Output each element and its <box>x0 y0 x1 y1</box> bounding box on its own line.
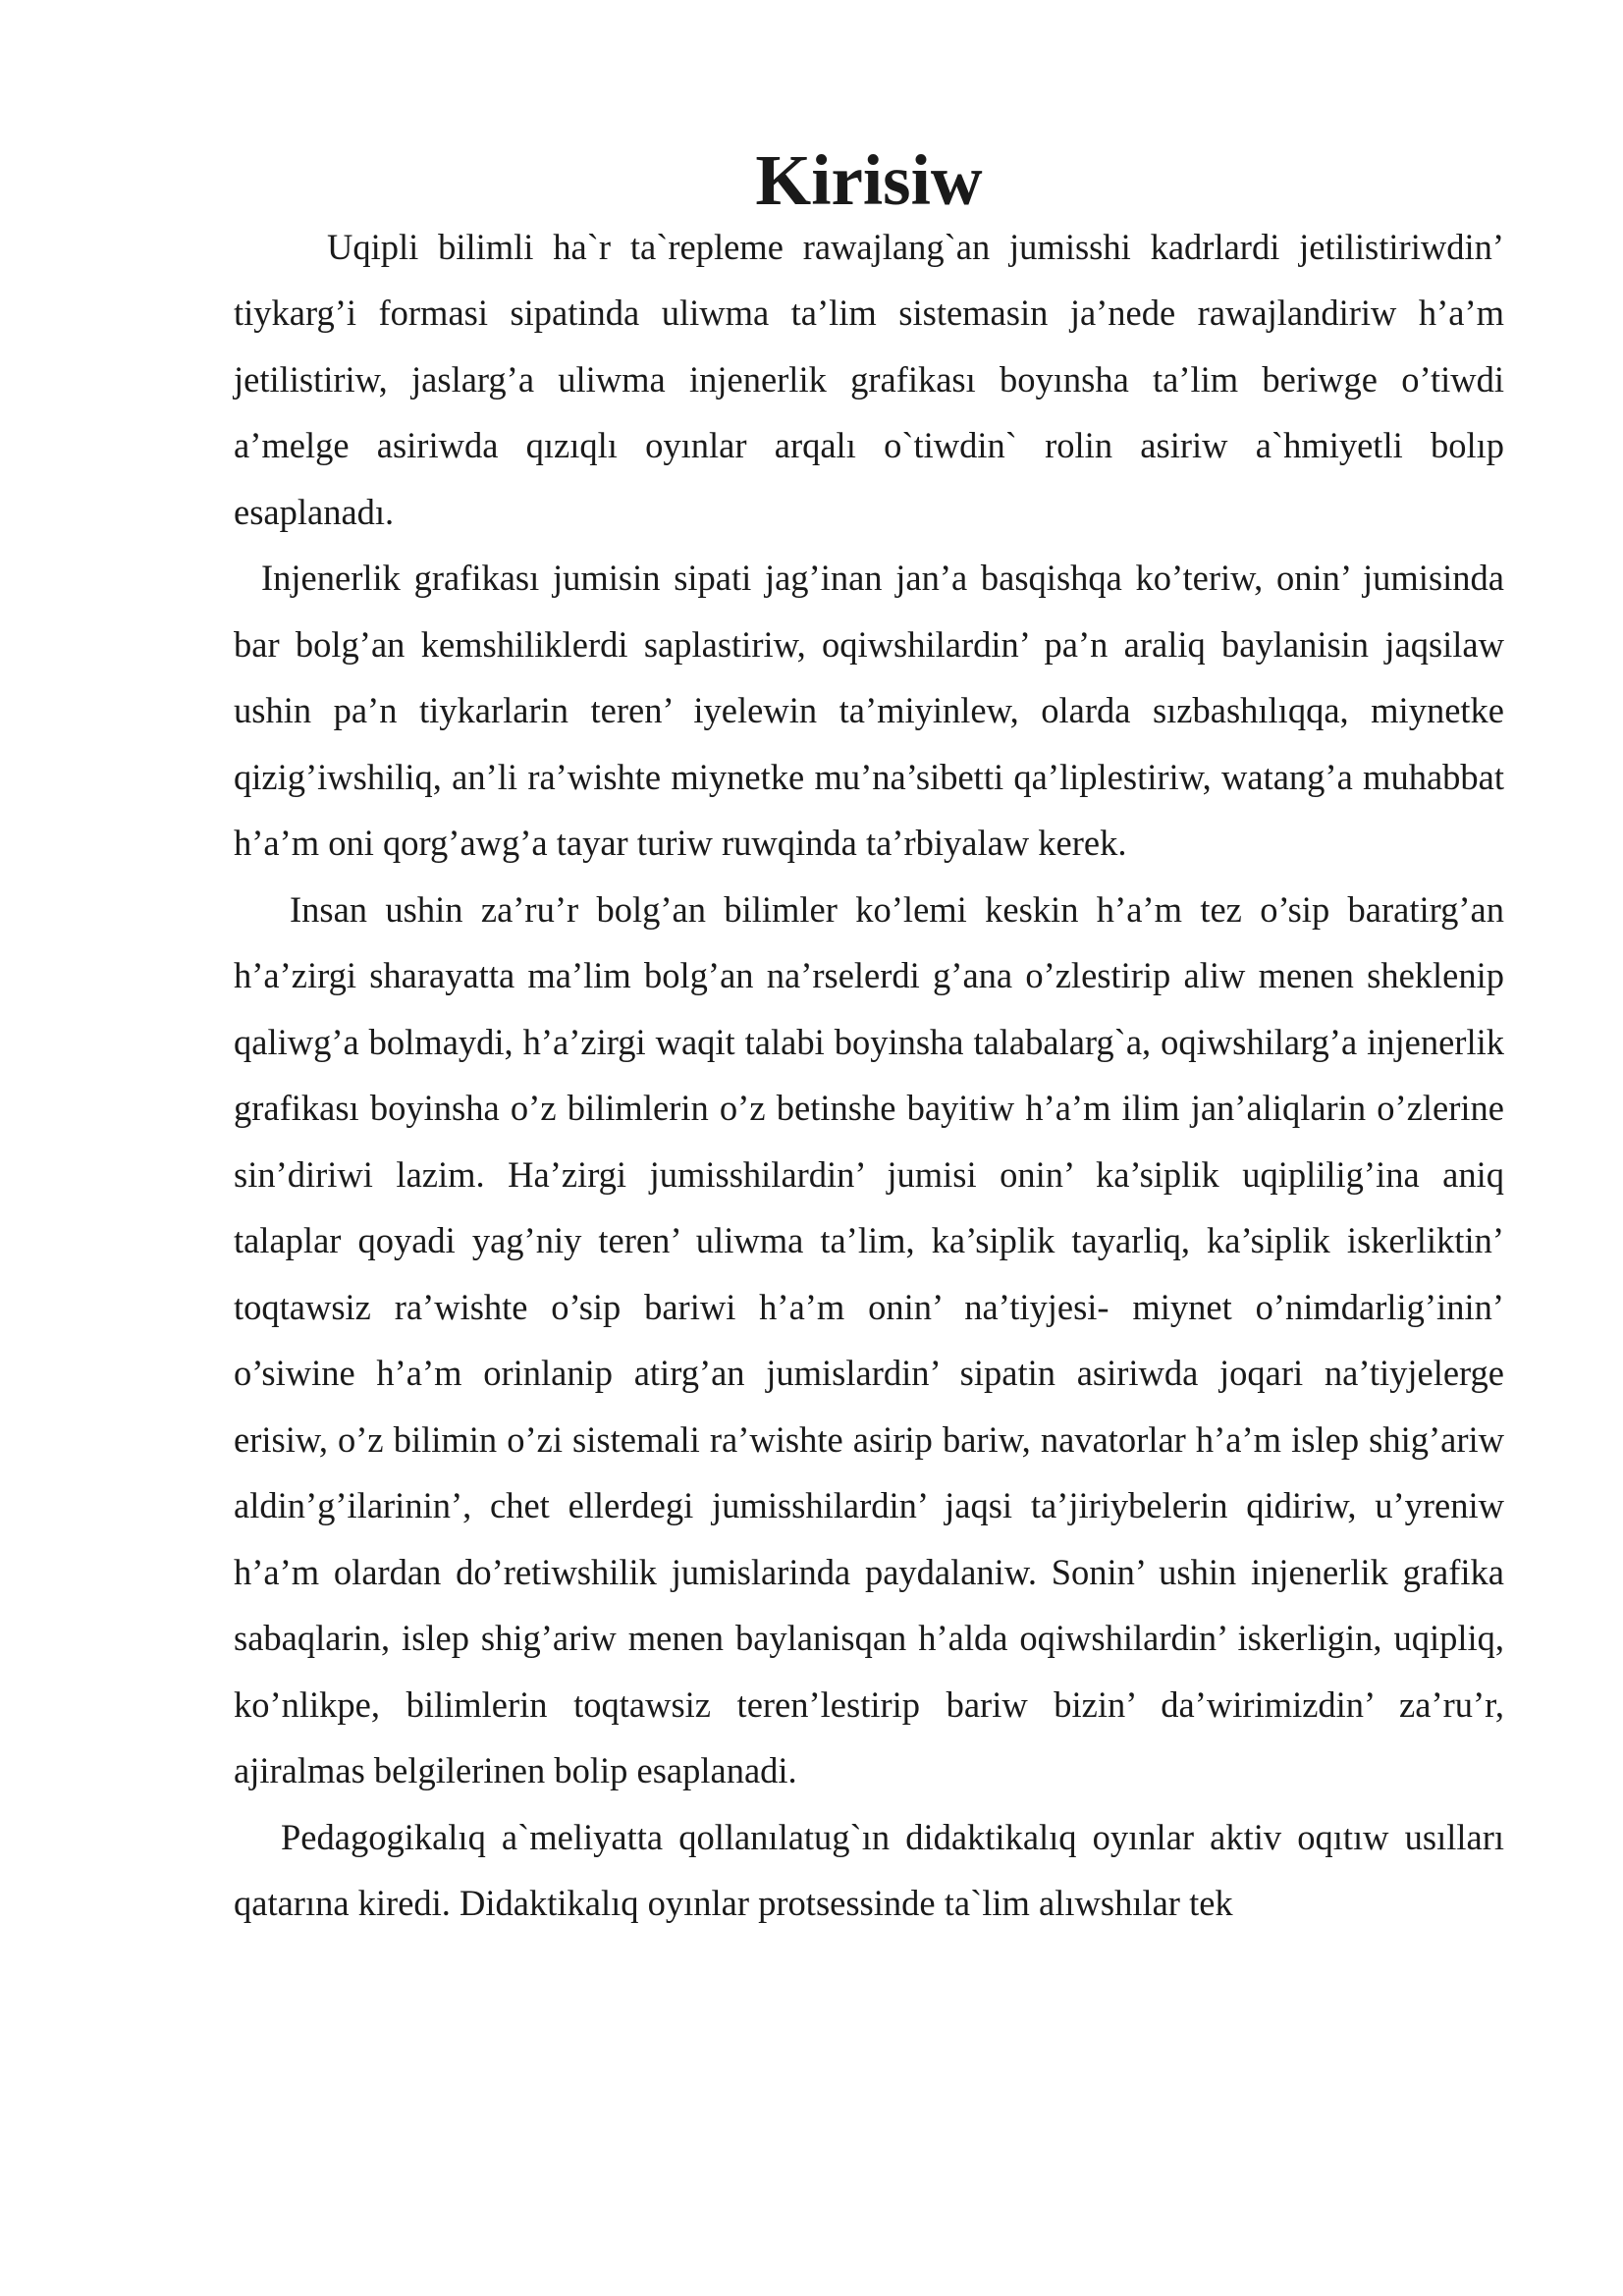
paragraph-2: Injenerlik grafikası jumisin sipati jag’inan jan’a basqishqa ko’teriw, onin’ jumisinda bar bolg’an kemshiliklerdi saplastiriw, oqiwshilardin’ pa’n araliq baylanisin jaqsilaw ushin pa’n tiykarlarin teren’ iyelewin ta’miyinlew, olarda sızbashılıqqa, miynetke qizig’iwshiliq, an’li ra’wishte miynetke mu’na’sibetti qa’liplestiriw, watang’a muhabbat h’a’m oni qorg’awg’a tayar turiw ruwqinda ta’rbiyalaw kerek. <box>234 558 1504 863</box>
paragraph-1: Uqipli bilimli ha`r ta`repleme rawajlang`an jumisshi kadrlardi jetilistiriwdin’ tiykarg’i formasi sipatinda uliwma ta’lim sistemasin ja’nede rawajlandiriw h’a’m jetilistiriw, jaslarg’a uliwma injenerlik grafikası boyınsha ta’lim beriwge o’tiwdi a’melge asiriwda qızıqlı oyınlar arqalı o`tiwdin` rolin asiriw a`hmiyetli bolıp esaplanadı. <box>234 226 1504 532</box>
paragraph-4: Pedagogikalıq a`meliyatta qollanılatug`ın didaktikalıq oyınlar aktiv oqıtıw usılları qatarına kiredi. Didaktikalıq oyınlar protsessinde ta`lim alıwshılar tek <box>234 1816 1504 1923</box>
paragraph-3: Insan ushin za’ru’r bolg’an bilimler ko’lemi keskin h’a’m tez o’sip baratirg’an h’a’zirgi sharayatta ma’lim bolg’an na’rselerdi g’ana o’zlestirip aliw menen sheklenip qaliwg’a bolmaydi, h’a’zirgi waqit talabi boyinsha talabalarg`a, oqiwshilarg’a injenerlik grafikası boyinsha o’z bilimlerin o’z betinshe bayitiw h’a’m ilim jan’aliqlarin o’zlerine sin’diriwi lazim. Ha’zirgi jumisshilardin’ jumisi onin’ ka’siplik uqiplilig’ina aniq talaplar qoyadi yag’niy teren’ uliwma ta’lim, ka’siplik tayarliq, ka’siplik iskerliktin’ toqtawsiz ra’wishte o’sip bariwi h’a’m onin’ na’tiyjesi- miynet o’nimdarlig’inin’ o’siwine h’a’m orinlanip atirg’an jumislardin’ sipatin asiriwda joqari na’tiyjelerge erisiw, o’z bilimin o’zi sistemali ra’wishte asirip bariw, navatorlar h’a’m islep shig’ariw aldin’g’ilarinin’, chet ellerdegi jumisshilardin’ jaqsi ta’jiriybelerin qidiriw, u’yreniw h’a’m olardan do’retiwshilik jumislarinda paydalaniw. Sonin’ ushin injenerlik grafika sabaqlarin, islep shig’ariw menen baylanisqan h’alda oqiwshilardin’ iskerligin, uqipliq, ko’nlikpe, bilimlerin toqtawsiz teren’lestirip bariw bizin’ da’wirimizdin’ za’ru’r, ajiralmas belgilerinen bolip esaplanadi. <box>234 888 1504 1790</box>
document-page <box>234 140 1504 1937</box>
page-title: Kirisiw <box>755 140 983 220</box>
